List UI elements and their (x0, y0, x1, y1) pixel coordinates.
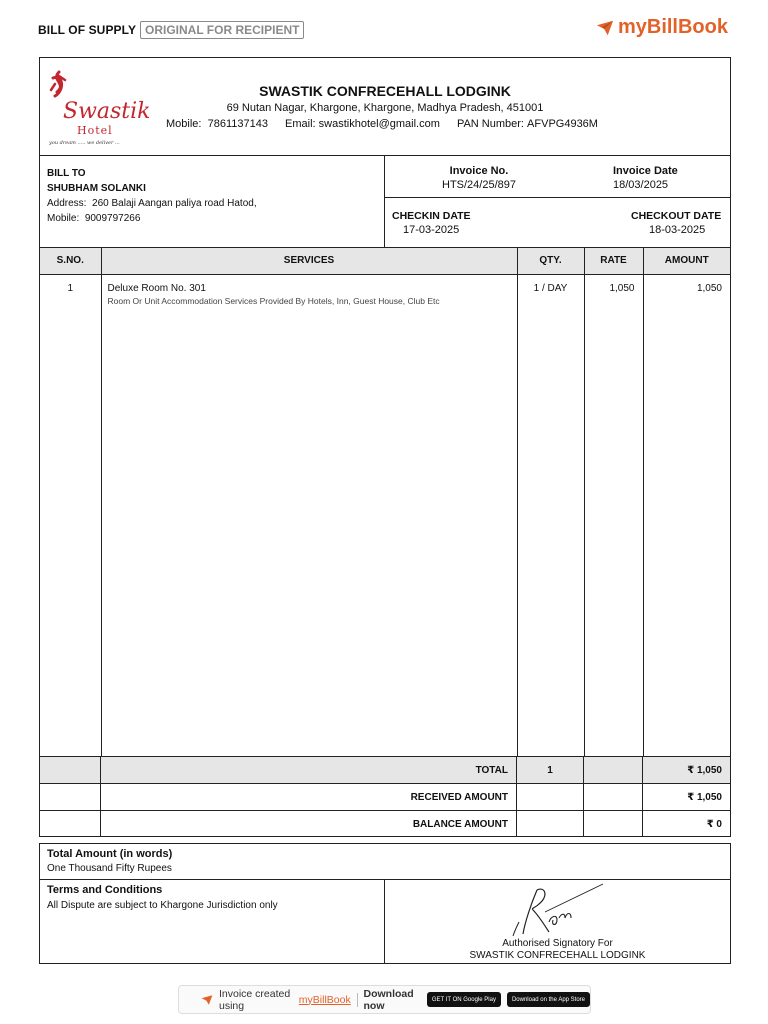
made-with-text: Invoice created using (219, 987, 291, 1012)
logo-sub: Hotel (77, 124, 113, 137)
amount-words-label: Total Amount (in words) (47, 848, 173, 860)
download-now-text: Download now (363, 987, 414, 1012)
invoice-number: Invoice No. HTS/24/25/897 (442, 165, 516, 191)
bill-to-block (40, 156, 385, 247)
bill-to-label: BILL TO (47, 168, 86, 179)
checkin-date: CHECKIN DATE 17-03-2025 (392, 210, 471, 236)
table-row (40, 274, 730, 756)
invoice-sheet (39, 57, 731, 837)
signatory-line2: SWASTIK CONFRECEHALL LODGINK (469, 950, 646, 961)
app-store-badge[interactable]: Download on the App Store (507, 992, 590, 1007)
brand-name: myBillBook (617, 16, 728, 38)
balance-label: BALANCE AMOUNT (101, 811, 517, 837)
brand-plane-icon (596, 19, 614, 37)
signatory-line1: Authorised Signatory For (502, 938, 613, 949)
total-row (40, 756, 730, 783)
invoice-meta (385, 156, 730, 247)
email-value: swastikhotel@gmail.com (318, 118, 440, 130)
customer-address: Address: 260 Balaji Aangan paliya road Hatod, (47, 198, 257, 209)
total-amount: ₹ 1,050 (687, 764, 722, 776)
col-header-amount: AMOUNT (643, 248, 730, 274)
received-label: RECEIVED AMOUNT (101, 784, 517, 810)
pan-label: PAN Number: (456, 118, 524, 130)
mobile-label: Mobile: (166, 118, 202, 130)
total-label: TOTAL (101, 757, 517, 783)
google-play-badge[interactable]: GET IT ON Google Play (427, 992, 501, 1007)
totals-section (40, 756, 730, 837)
row-sno: 1 (40, 274, 101, 756)
amount-in-words (40, 844, 730, 880)
business-name: SWASTIK CONFRECEHALL LODGINK (259, 83, 511, 99)
items-table (40, 248, 730, 756)
balance-amount: ₹ 0 (706, 818, 722, 830)
business-contacts (166, 118, 598, 130)
business-header (40, 58, 730, 156)
business-address: 69 Nutan Nagar, Khargone, Khargone, Madhya Pradesh, 451001 (226, 102, 544, 114)
signature-image (505, 882, 615, 938)
logo-word: Swastik (63, 99, 151, 124)
col-header-services: SERVICES (101, 248, 517, 274)
received-amount: ₹ 1,050 (687, 791, 722, 803)
row-amount: 1,050 (696, 282, 722, 294)
total-qty: 1 (517, 757, 584, 783)
balance-row (40, 810, 730, 837)
col-header-sno: S.NO. (40, 248, 101, 274)
top-bar (0, 0, 768, 58)
brand-plane-icon (201, 994, 213, 1006)
terms-block (40, 880, 385, 963)
row-rate: 1,050 (584, 274, 643, 756)
mobile-value: 7861137143 (207, 118, 268, 130)
terms-label: Terms and Conditions (47, 884, 163, 896)
amount-words-value: One Thousand Fifty Rupees (47, 863, 172, 874)
row-qty: 1 / DAY (517, 274, 584, 756)
mybillbook-link[interactable]: myBillBook (298, 993, 351, 1006)
document-type: BILL OF SUPPLY (38, 23, 137, 37)
customer-name: SHUBHAM SOLANKI (47, 183, 146, 194)
copy-label-badge: ORIGINAL FOR RECIPIENT (140, 21, 304, 39)
row-service (101, 274, 517, 756)
party-section (40, 156, 730, 248)
pan-value: AFVPG4936M (527, 118, 598, 130)
service-description: Room Or Unit Accommodation Services Provided By Hotels, Inn, Guest House, Club Etc (107, 295, 440, 306)
col-header-rate: RATE (584, 248, 643, 274)
terms-value: All Dispute are subject to Khargone Jurisdiction only (47, 900, 278, 911)
received-row (40, 783, 730, 810)
col-header-qty: QTY. (517, 248, 584, 274)
email-label: Email: (285, 118, 316, 130)
footer-details (39, 843, 731, 964)
signature-block (385, 880, 730, 963)
brand-logo (596, 16, 728, 39)
app-promo-banner (178, 985, 591, 1014)
checkout-date: CHECKOUT DATE 18-03-2025 (631, 210, 722, 236)
service-name: Deluxe Room No. 301 (107, 282, 206, 294)
table-header-row (40, 248, 730, 274)
customer-mobile: Mobile: 9009797266 (47, 213, 141, 224)
invoice-date: Invoice Date 18/03/2025 (613, 165, 678, 191)
logo-tagline: you dream ..... we deliver ... (49, 140, 120, 146)
